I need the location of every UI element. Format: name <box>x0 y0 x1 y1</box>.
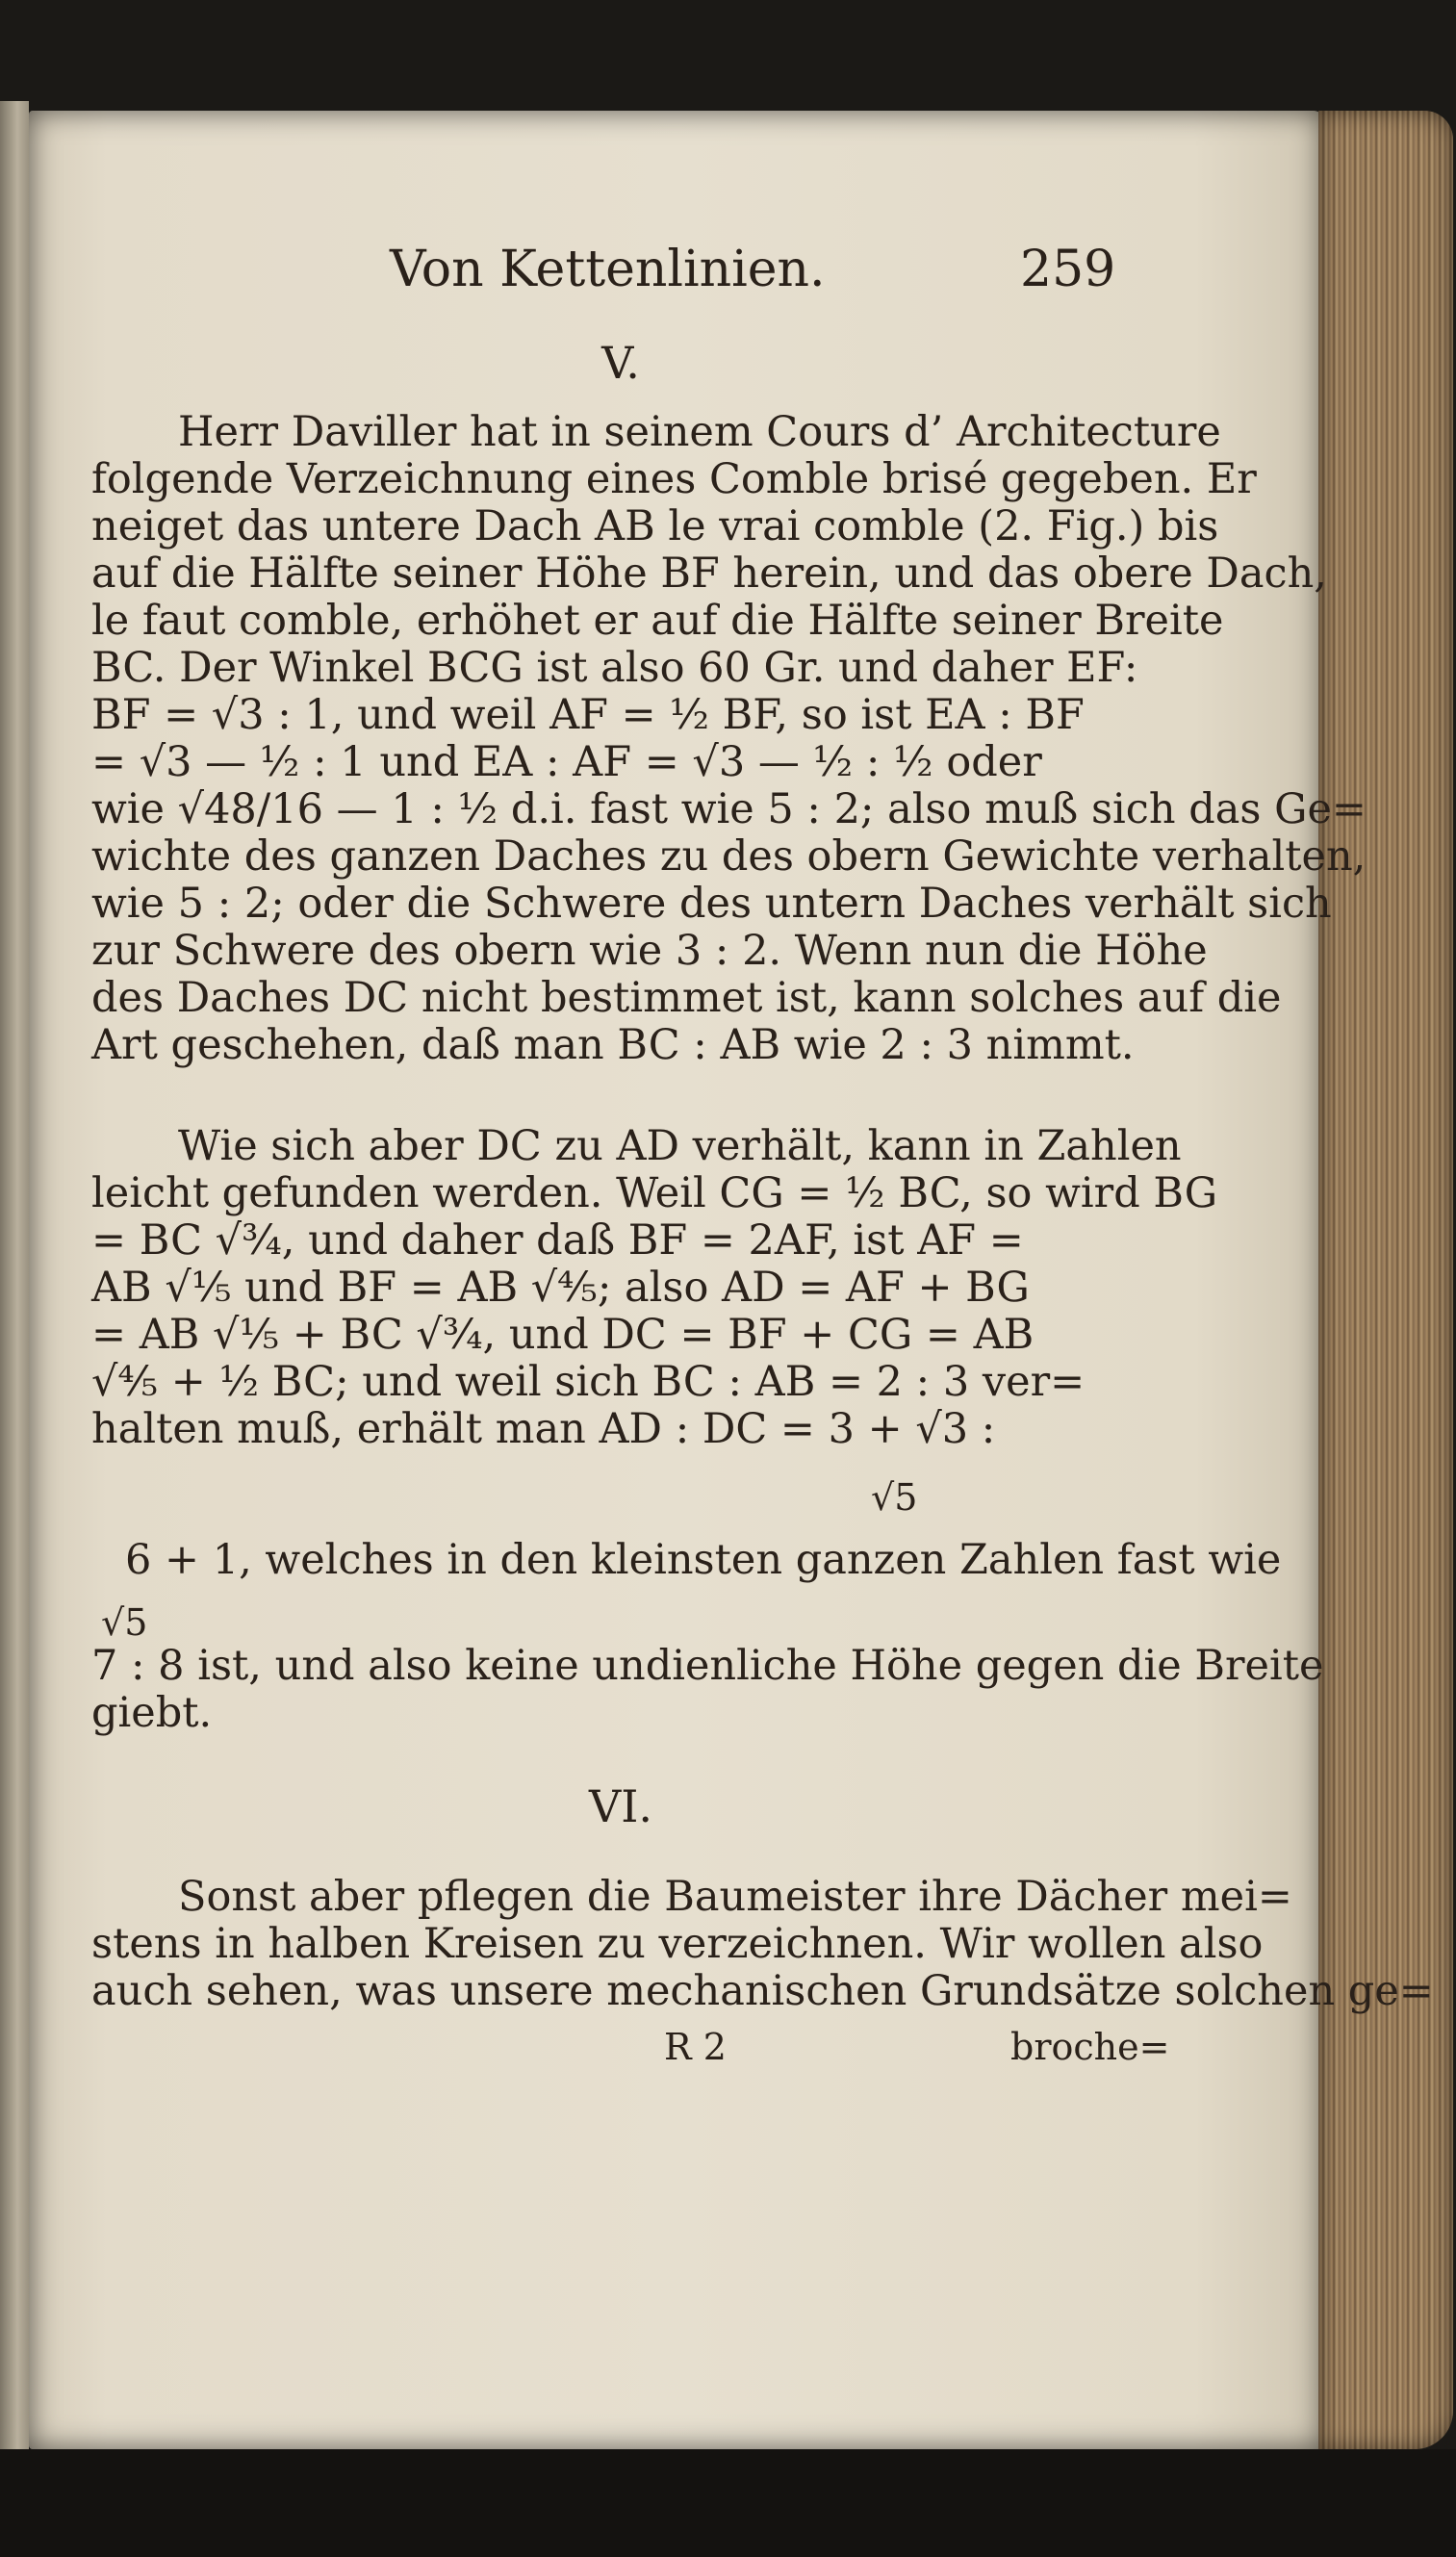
text-line: zur Schwere des obern wie 3 : 2. Wenn nun die Höhe <box>91 927 1208 975</box>
text-line: Herr Daviller hat in seinem Cours d’ Architecture <box>178 408 1221 456</box>
text-line: des Daches DC nicht bestimmet ist, kann solches auf die <box>91 974 1282 1022</box>
text-line: = √3 — ½ : 1 und EA : AF = √3 — ½ : ½ oder <box>91 738 1042 786</box>
text-line: neiget das untere Dach AB le vrai comble (2. Fig.) bis <box>91 502 1219 550</box>
text-line: √⅘ + ½ BC; und weil sich BC : AB = 2 : 3 ver= <box>91 1358 1086 1406</box>
text-line: wichte des ganzen Daches zu des obern Gewichte verhalten, <box>91 832 1367 881</box>
text-line: auf die Hälfte seiner Höhe BF herein, und das obere Dach, <box>91 550 1327 598</box>
text-line: BC. Der Winkel BCG ist also 60 Gr. und daher EF: <box>91 644 1138 692</box>
section-heading-v: V. <box>601 337 640 389</box>
fraction-denominator: √5 <box>101 1601 148 1644</box>
text-line: auch sehen, was unsere mechanischen Grundsätze solchen ge= <box>91 1967 1434 2015</box>
text-line: BF = √3 : 1, und weil AF = ½ BF, so ist EA : BF <box>91 691 1085 739</box>
text-line: = AB √⅕ + BC √¾, und DC = BF + CG = AB <box>91 1311 1035 1359</box>
page-number: 259 <box>1020 241 1116 298</box>
text-line: stens in halben Kreisen zu verzeichnen. Wir wollen also <box>91 1920 1264 1968</box>
text-line: le faut comble, erhöhet er auf die Hälfte seiner Breite <box>91 597 1224 645</box>
catchword: broche= <box>1010 2026 1170 2068</box>
running-title: Von Kettenlinien. <box>390 241 826 298</box>
text-line: AB √⅕ und BF = AB √⅘; also AD = AF + BG <box>91 1264 1030 1312</box>
section-heading-vi: VI. <box>588 1780 652 1832</box>
text-line: Wie sich aber DC zu AD verhält, kann in Zahlen <box>178 1122 1182 1170</box>
fraction-denominator: √5 <box>871 1476 918 1519</box>
text-line: halten muß, erhält man AD : DC = 3 + √3 : <box>91 1405 996 1453</box>
text-line: Art geschehen, daß man BC : AB wie 2 : 3 nimmt. <box>91 1021 1135 1069</box>
text-line: wie √48/16 — 1 : ½ d.i. fast wie 5 : 2; also muß sich das Ge= <box>91 785 1367 833</box>
text-line: leicht gefunden werden. Weil CG = ½ BC, so wird BG <box>91 1169 1218 1217</box>
text-line: = BC √¾, und daher daß BF = 2AF, ist AF = <box>91 1216 1024 1265</box>
text-line: giebt. <box>91 1689 213 1737</box>
text-line: 7 : 8 ist, und also keine undienliche Höhe gegen die Breite <box>91 1642 1324 1690</box>
text-line: 6 + 1, welches in den kleinsten ganzen Zahlen fast wie <box>125 1536 1282 1584</box>
text-line: Sonst aber pflegen die Baumeister ihre Dächer mei= <box>178 1873 1292 1921</box>
text-line: wie 5 : 2; oder die Schwere des untern Daches verhält sich <box>91 880 1332 928</box>
text-line: folgende Verzeichnung eines Comble brisé gegeben. Er <box>91 455 1257 503</box>
signature-mark: R 2 <box>664 2026 727 2068</box>
